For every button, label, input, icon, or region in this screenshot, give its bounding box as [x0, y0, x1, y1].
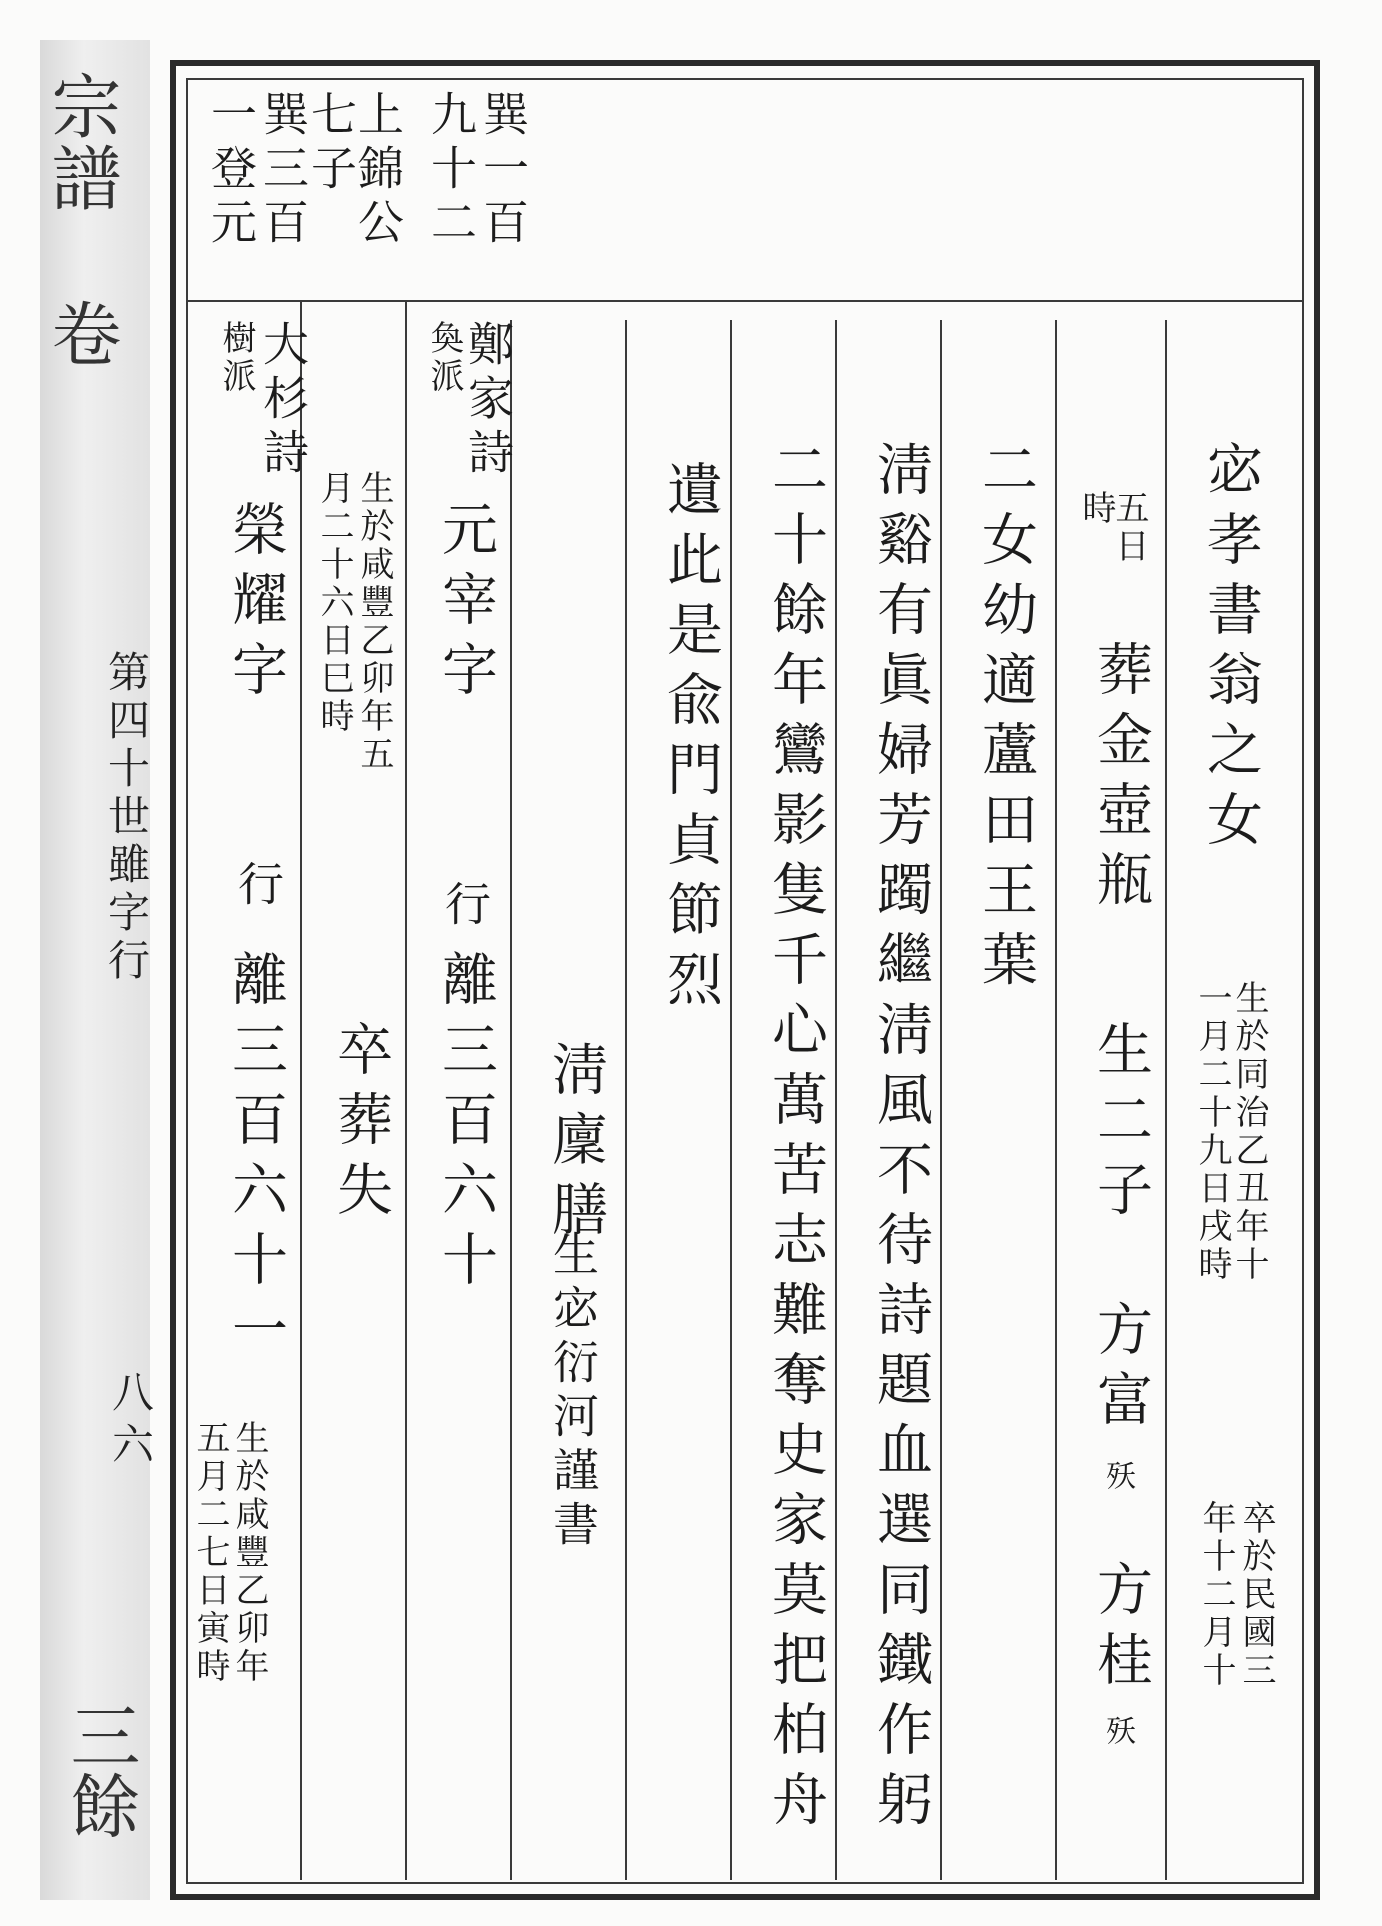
- member-name: 榮耀字: [223, 500, 288, 710]
- entry-daughters: 二女幼適蘆田王葉: [973, 440, 1038, 1000]
- entry-son-name: 方桂: [1088, 1560, 1153, 1700]
- spine-generation-label: 第四十世雖字行: [102, 650, 151, 986]
- member-death-note: 卒葬失: [328, 1020, 393, 1230]
- entry-time-note: 五日: [1109, 490, 1149, 566]
- column-rule: [625, 320, 627, 1880]
- member-rank: 離三百六十: [433, 950, 498, 1300]
- header-note: 巽三百: [256, 90, 310, 252]
- branch-poem-label: 奐派: [424, 320, 464, 396]
- signature-title: 淸廩膳: [543, 1040, 608, 1250]
- entry-daughter-of: 宓孝書翁之女: [1198, 440, 1263, 860]
- header-note: 九十二: [424, 90, 478, 252]
- column-rule: [940, 320, 942, 1880]
- member-name: 元宰字: [433, 500, 498, 710]
- entry-death-note: 年十二月十: [1196, 1500, 1236, 1690]
- branch-poem-label: 鄭家詩: [461, 320, 515, 482]
- header-note: 一登元: [204, 90, 258, 252]
- entry-death-note: 卒於民國三: [1236, 1500, 1276, 1690]
- branch-poem-label: 大杉詩: [256, 320, 310, 482]
- header-note: 七子: [304, 90, 358, 198]
- column-rule: [1165, 320, 1167, 1880]
- column-rule: [405, 300, 407, 1880]
- entry-son-note: 殀: [1100, 1460, 1135, 1493]
- column-rule: [510, 320, 512, 1880]
- header-note: 巽一百: [476, 90, 530, 252]
- poem-line: 遺此是兪門貞節烈: [658, 460, 723, 1020]
- member-birth-note: 月二十六日巳時: [314, 470, 354, 736]
- entry-son-note: 殀: [1100, 1715, 1135, 1748]
- poem-line: 二十餘年鸞影隻千心萬苦志難奪史家莫把柏舟: [763, 440, 828, 1840]
- member-rank-label: 行: [438, 880, 492, 934]
- spine-title: 宗譜 卷: [40, 70, 122, 370]
- branch-poem-label: 樹派: [216, 320, 256, 396]
- column-rule: [835, 320, 837, 1880]
- entry-sons-count: 生二子: [1088, 1020, 1153, 1230]
- entry-burial: 葬金壺瓶: [1088, 640, 1153, 920]
- column-rule: [300, 300, 302, 1880]
- member-birth-note: 生於咸豐乙卯年: [229, 1420, 269, 1686]
- entry-time-note: 時: [1076, 490, 1116, 528]
- spine-foot-mark: 三餘: [59, 1700, 141, 1840]
- member-birth-note: 五月二七日寅時: [190, 1420, 230, 1686]
- column-rule: [1055, 320, 1057, 1880]
- entry-son-name: 方富: [1088, 1300, 1153, 1440]
- entry-birth-note: 生於同治乙丑年十: [1229, 980, 1269, 1284]
- page-number: 八六: [106, 1370, 155, 1474]
- member-birth-note: 生於咸豐乙卯年五: [354, 470, 394, 774]
- header-note: 上錦公: [351, 90, 405, 252]
- column-rule: [730, 320, 732, 1880]
- entry-birth-note: 一月二十九日戌時: [1192, 980, 1232, 1284]
- header-band-rule: [186, 300, 1304, 302]
- signature-name: 生宓衍河謹書: [546, 1230, 600, 1554]
- member-rank: 離三百六十一: [223, 950, 288, 1370]
- poem-line: 淸谿有眞婦芳躅繼淸風不待詩題血選同鐵作躬: [868, 440, 933, 1840]
- member-rank-label: 行: [231, 860, 285, 914]
